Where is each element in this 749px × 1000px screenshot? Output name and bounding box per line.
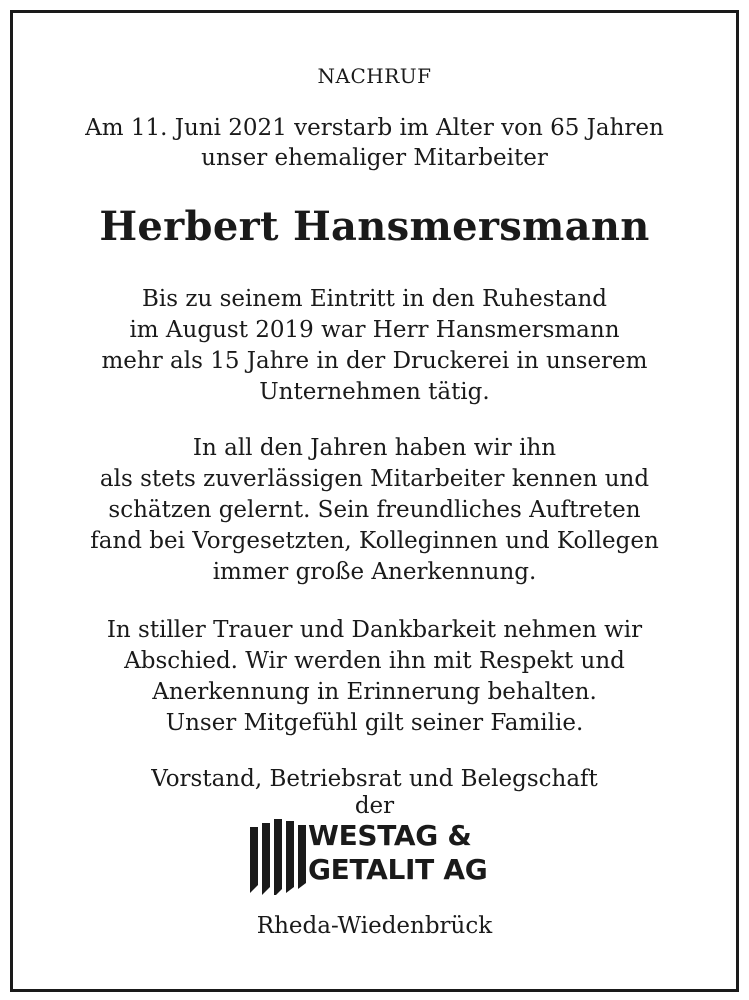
paragraph-2-line-5: immer große Anerkennung. (212, 559, 537, 585)
paragraph-3-line-2: Abschied. Wir werden ihn mit Respekt und (124, 648, 625, 674)
paragraph-2-line-1: In all den Jahren haben wir ihn (192, 435, 557, 461)
paragraph-1-line-1: Bis zu seinem Eintritt in den Ruhestand (141, 286, 608, 312)
paragraph-3-line-4: Unser Mitgefühl gilt seiner Familie. (165, 710, 584, 736)
paragraph-3-line-3: Anerkennung in Erinnerung behalten. (152, 679, 597, 705)
company-name-line-1: WESTAG & (308, 819, 472, 852)
paragraph-2-line-2: als stets zuverlässigen Mitarbeiter kennen und (99, 466, 650, 492)
company-name (308, 819, 487, 887)
paragraph-2-line-3: schätzen gelernt. Sein freundliches Auftreten (108, 497, 641, 523)
notice-heading: NACHRUF (317, 64, 432, 88)
intro-line-2: unser ehemaliger Mitarbeiter (201, 145, 548, 171)
vertical-bars-logo-icon (248, 815, 314, 895)
company-location: Rheda-Wiedenbrück (256, 913, 493, 939)
company-logo (236, 815, 496, 895)
deceased-name: Herbert Hansmersmann (99, 203, 650, 250)
paragraph-1-line-2: im August 2019 war Herr Hansmersmann (129, 317, 620, 343)
paragraph-3-line-1: In stiller Trauer und Dankbarkeit nehmen wir (106, 617, 643, 643)
paragraph-2-line-4: fand bei Vorgesetzten, Kolleginnen und Kollegen (90, 528, 659, 554)
paragraph-1-line-4: Unternehmen tätig. (259, 379, 490, 405)
signature-line-1: Vorstand, Betriebsrat und Belegschaft (151, 766, 598, 792)
paragraph-1-line-3: mehr als 15 Jahre in der Druckerei in unserem (101, 348, 648, 374)
intro-line-1: Am 11. Juni 2021 verstarb im Alter von 65 Jahren (85, 115, 664, 141)
signature-line-2: der (354, 793, 395, 819)
company-name-line-2: GETALIT AG (308, 853, 488, 886)
